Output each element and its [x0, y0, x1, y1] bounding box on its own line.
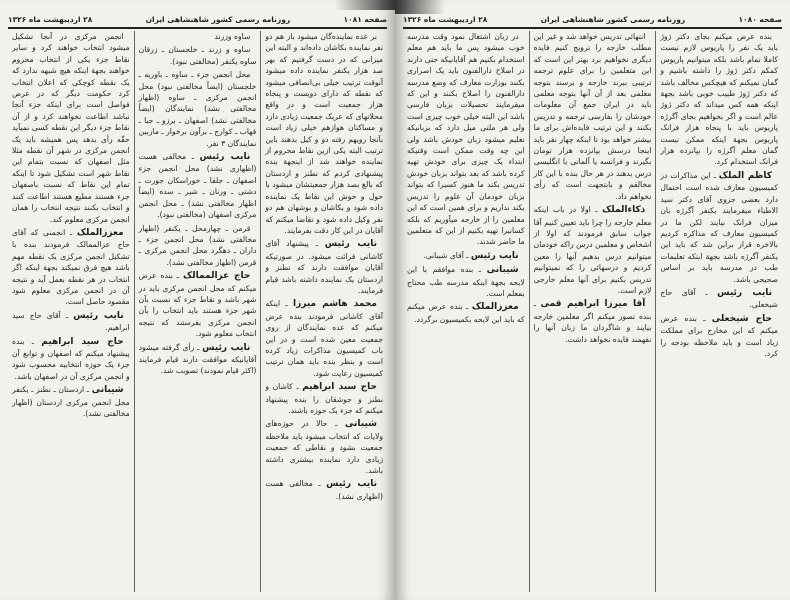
- paragraph: حاج شیخعلی ـ بنده عرض میکنم که این مخارج برای مملکت زیاد است و باید ملاحظه بودجه را کرد.: [660, 313, 778, 358]
- paragraph: معززالملک ـ بنده عرض میکنم که باید این لایحه بکمیسیون برگردد.: [406, 302, 525, 324]
- page-number: صفحه ۱۰۸۱: [343, 15, 387, 24]
- paragraph: ذکاءالملک ـ اولا در باب اینکه معلم خارجه را چرا باید تعیین کنیم آقا جواب سابق فرمودند که اولا از اشخاص و معلمین درس راکه خودمان میتوانیم درس بدهیم آنها را معین کردیم و درسهائی را که نمیتوانیم تدریس بکنیم برای آنها معلم خارجی لازم است.: [533, 205, 652, 295]
- paragraph-text: بنده تصور میکنم اگر معلمین خارجه بیایند و شاگردان ما زبان آنها را نفهمند فایده نخواهد داشت.: [533, 311, 652, 344]
- text-column: [530, 31, 657, 592]
- page-number: صفحه ۱۰۸۰: [738, 15, 782, 24]
- paragraph: [407, 31, 525, 248]
- paragraph-text: رأی گرفته میشود آقایانیکه موافقت دارند قیام فرمایند (اکثر قیام نمودند) تصویب شد.: [138, 342, 257, 376]
- paragraph-text: اولا در باب اینکه معلم خارجه را چرا باید تعیین کنیم آقا جواب سابق فرمودند که اولا از اشخاص و معلمین درس راکه خودمان میتوانیم درس بدهیم آنها را معین کردیم و درسهائی را که نمیتوانیم تدریس بکنیم برای آنها معلم خارجی لازم است.: [533, 205, 652, 295]
- paragraph: [12, 31, 130, 225]
- page-header: [8, 14, 387, 25]
- paragraph: نایب رئیس ـ رأی گرفته میشود آقایانیکه موافقت دارند قیام فرمایند (اکثر قیام نمودند) تصویب شد.: [138, 342, 257, 376]
- text-columns: [8, 31, 387, 592]
- paragraph-text: انتهائی تدریس خواهد شد و غیر این مطلب خارجه را ترویج کنیم فایده دیگری نخواهیم برد بهتر این است که این متعلمین را برای علوم ترجمه ترتیبی ببرند خارجه و برسند بتوجه معلمی بعد از آن آنها بتوجه معلمی باید در ایران جمع آن معلومات خودشان را بفارسی ترجمه و تدریس بکنند و این ترتیب فایده‌اش برای ما بیشتر خواهد بود تا اینکه چهار نفر باید اینجا درسش بپانزده هزار تومان بگیرند و فرانسه یا آلمانی یا انگلیسی درس بدهند در هر حال بنده با این کار مخالفم و بابتجهت است که رأی نخواهم داد.: [533, 32, 652, 201]
- text-column: [261, 31, 387, 592]
- paragraph: نایب رئیس ـ پیشنهاد آقای کاشانی قرائت میشود. در صورتیکه آقایان موافقت دارند که نطنز و اردستان یک نماینده داشته باشد قیام فرمایند.: [265, 239, 383, 295]
- paragraph-text: اینکه آقای کاشانی فرمودند بنده عرض میکنم که عده نمایندگان از روی جمعیت معین شده است و در این باب کمیسیون مذاکرات زیاد کرده است و بنظر بنده باید همان ترتیب کمیسیون رعایت شود.: [265, 299, 383, 378]
- paragraph-text: بنده عرض میکنم که محل انجمن مرکزی باید در شهر باشد و نقاط جزء که نسبت بآن شهر جزء هستند باید انتخاب را بآن انجمن مرکزی بفرستند که نتیجه انتخاب معلوم شود.: [138, 271, 257, 339]
- speaker-name: آقا میرزا ابراهیم قمی: [540, 299, 646, 310]
- paragraph: حاج سید ابراهیم ـ کاشان و نطنز و جوشقان را بنده پیشنهاد میکنم که جزء یک حوزه باشند.: [265, 382, 383, 415]
- paragraph-text: بنده پیشنهاد میکنم که اصفهان و توابع آن جزء یک حوزه انتخابیه محسوب شود و انجمن مرکزی آن در اصفهان باشد.: [11, 336, 130, 381]
- paragraph-text: بنده عرض میکنم بجای دکتر ژوژ باید یک نفر را پاریوس لازم نیست کاملا تمام باشد بلکه میتوانیم پاریوس کمکم دکتر ژوژ را داشته باشیم و گمان نمیکنم که هیچکس مخالف باشد که دکتر ژوژ طبیب خوبی باشد بجهة اینکه همه کس میداند که دکتر ژوژ عالم است و اگر بخواهیم بجای آگرژه پاریوس باید با پنجاه هزار فرانک پاریوس بجهة اینکه ممکن نیست گمان معلم آگرژه را بپانزده هزار فرانک استخدام کرد.: [660, 32, 778, 167]
- paragraph-text: در زبان اشتغال نمود وقت مدرسه خوب میشود پس ما باید هم معلم استخدام بکنیم هم آقایانیکه حتی دارند در اصلاح دارالفنون باید یک اصراری بکنند بوزارت معارف که وضع مدرسه دارالفنون را اصلاح بکنند و این که میفرمایند تحصیلات بزبان فارسی باشد این البته خیلی خوب چیزی است ولی هر ملتی میل دارد که بزبانیکه تعلیم میشود زبان خودش باشد ولی این چه وقت ممکن است وقتیکه ابتداء یک چیزی برای خودش تهیه کرده باشد که بعد بتواند بزبان خودش تدریس بکند ما هنوز کسیرا که بتواند بزبان خودمان آن علوم را تدریس بکند نداریم و برای همین است که این معلمین را از خارجه میآوریم که بلکه کسانیرا تهیه بکنیم از این که متعلمین ما حاضر شدند.: [406, 32, 525, 247]
- text-columns: [403, 31, 782, 592]
- paragraph: شیبانی ـ بنده موافقم با این لایحه بجهة اینکه مدرسه طب محتاج بمعلم است.: [406, 265, 525, 298]
- paragraph: [139, 223, 257, 269]
- paragraph: [534, 31, 652, 202]
- newspaper-title: روزنامه رسمی کشور شاهنشاهی ایران: [540, 15, 686, 24]
- paragraph-text: آقای شیبانی.: [423, 250, 464, 260]
- paragraph: شیبانی ـ حالا در حوزه‌های ولایات که انتخاب میشود باید ملاحظه جمعیت بشود و نقاطی که جمعیت زیادی دارد نماینده بیشتری داشته باشد.: [265, 419, 383, 476]
- paragraph-text: قرمن ـ چهارمحل ـ یکنفر (اظهار مخالفتی نشد) محل انجمن جزء ـ داران ـ دهگرد محل انجمن مرکزی ـ قرمن (اظهار مخالفتی نشد).: [138, 223, 257, 267]
- paragraph: کاظم الملک ـ این مذاکرات در کمیسیون معارف شده است احتمال دارد بعضی جزوی آقای دکتر سید الاطباء میفرمایند یکنفر آگرژه بان میزان فرانک نیایند لکن ما در کمیسیون معارف که مذاکره کردیم بالاخره قرار براین شد که باید این یکنفر آگرژه باشد بجهة اینکه تعلیمات طب در مدرسه باید بر اساس صحیحی باشد.: [660, 170, 778, 284]
- paragraph-text: بنده موافقم با این لایحه بجهة اینکه مدرسه طب محتاج بمعلم است.: [406, 265, 525, 298]
- speaker-name: نایب رئیس: [717, 287, 772, 298]
- paragraph-text: کاشان و نطنز و جوشقان را بنده پیشنهاد میکنم که جزء یک حوزه باشند.: [265, 382, 383, 415]
- paragraph: نایب رئیس ـ مخالفی هست (اظهاری نشد) محل انجمن جزء اصفهان ـ جلفا ـ خوراسکان جورت ـ دشتی ـ ورنان ـ شیر ـ سده (ایضاً اظهار مخالفتی نشد) ـ محل انجمن مرکزی اصفهان (مخالفتی نبود).: [138, 152, 257, 220]
- paragraph: نایب رئیس ـ مخالفی هست (اظهاری نشد).: [265, 479, 383, 501]
- speaker-name: شیبانی: [344, 419, 377, 430]
- paragraph-text: مخالفی هست (اظهاری نشد) محل انجمن جزء اصفهان ـ جلفا ـ خوراسکان جورت ـ دشتی ـ ورنان ـ شیر ـ سده (ایضاً اظهار مخالفتی نشد) ـ محل انجمن مرکزی اصفهان (مخالفتی نبود).: [138, 152, 257, 220]
- speaker-name: نایب رئیس: [324, 239, 377, 250]
- paragraph: حاج عزالممالک ـ بنده عرض میکنم که محل انجمن مرکزی باید در شهر باشد و نقاط جزء که نسبت بآن شهر جزء هستند باید انتخاب را بآن انجمن مرکزی بفرستند که نتیجه انتخاب معلوم شود.: [138, 271, 257, 339]
- paragraph-text: مخالفی هست (اظهاری نشد).: [265, 479, 383, 501]
- paragraph: آقا میرزا ابراهیم قمی ـ بنده تصور میکنم اگر معلمین خارجه بیایند و شاگردان ما زبان آنها را نفهمند فایده نخواهد داشت.: [533, 299, 652, 344]
- right-page: [395, 0, 790, 600]
- paragraph: معززالملک ـ انجمنی که آقای حاج عزالممالک فرمودند بنده با تشکیل انجمن مرکزی یک نقطه مهم باشد هیچ فرق نمیکند بجهة اینکه اگر انتخاب در هر نقطه بعمل آید و نتیجه آن در انجمن مرکزی معلوم شود مقصود حاصل است.: [11, 227, 130, 307]
- page-header: [403, 14, 782, 25]
- paragraph-text: پیشنهاد آقای کاشانی قرائت میشود. در صورتیکه آقایان موافقت دارند که نطنز و اردستان یک نماینده داشته باشد قیام فرمایند.: [265, 239, 383, 295]
- speaker-name: حاج سید ابراهیم: [302, 382, 377, 393]
- paragraph-text: محل انجمن جزء ـ ساوه ـ باوریه ـ خلجستان (ایضاً مخالفتی نبود) محل انجمن مرکزی ـ ساوه (اظهار مخالفتی نشد) نمایندگان (ایضاً مخالفتی نشد) اصفهان ـ برزو ـ جبا ـ قهاب ـ کوارج ـ برآون برخوار ـ ماربین نمایندگان ۳ نفر.: [138, 70, 257, 148]
- text-column: [135, 31, 262, 592]
- speaker-name: شیبانی: [91, 385, 124, 396]
- paragraph-text: حالا در حوزه‌های ولایات که انتخاب میشود باید ملاحظه جمعیت بشود و نقاطی که جمعیت زیادی دارد نماینده بیشتری داشته باشد.: [265, 419, 383, 476]
- paragraph-text: بنده عرض میکنم که باید این لایحه بکمیسیون برگردد.: [406, 302, 525, 324]
- speaker-name: نایب رئیس: [73, 310, 124, 321]
- speaker-name: نایب رئیس: [199, 152, 251, 163]
- newspaper-title: روزنامه رسمی کشور شاهنشاهی ایران: [145, 15, 291, 24]
- speaker-name: حاج عزالممالک: [183, 271, 251, 282]
- paragraph-text: این مذاکرات در کمیسیون معارف شده است احتمال دارد بعضی جزوی آقای دکتر سید الاطباء میفرمایند یکنفر آگرژه بان میزان فرانک نیایند لکن ما در کمیسیون معارف که مذاکره کردیم بالاخره قرار براین شد که باید این یکنفر آگرژه باشد بجهة اینکه تعلیمات طب در مدرسه باید بر اساس صحیحی باشد.: [660, 170, 778, 284]
- speaker-name: شیبانی: [486, 265, 519, 276]
- header-rule: [8, 27, 387, 29]
- paragraph: [139, 69, 257, 149]
- text-column: [403, 31, 530, 592]
- header-rule: [403, 27, 782, 29]
- paragraph-text: بنده عرض میکنم که این مخارج برای مملکت زیاد است و باید ملاحظه بودجه را کرد.: [660, 313, 778, 358]
- paragraph-text: آقای حاج شیخعلی.: [660, 287, 778, 310]
- text-column: [656, 31, 782, 592]
- speaker-name: محمد هاشم میرزا: [292, 299, 377, 310]
- paragraph: [265, 31, 383, 236]
- paragraph: نایب رئیس ـ آقای حاج شیخعلی.: [660, 287, 778, 310]
- paragraph-text: اردستان ـ نطنز ـ یکنفر محل انجمن مرکزی اردستان (اظهار مخالفتی نشد).: [11, 385, 130, 418]
- paragraph-text: انجمن مرکزی در آنجا تشکیل میشود انتخاب خواهند کرد و سایر نقاط جزء یکی از انتخاب محروم خواهند بجهة اینکه هیچ شبهه ندارد که یک نقطه کوچکی که اعلان انتخاب کرد حکومت دیگر که در عرض فواصل است برای اینکه جزء آنجا نباشد اطاعت نخواهند کرد و از آن نقاط جزء دیگر این نقطه کسی نمیآید حقّه رأی بدهد پس همیشه باید یک انجمن مرکزی در شهر آن نقطه مثلا مثل اصفهان که نسبت بتمام این نقاط شهر است تشکیل شود تا اینکه تمام این نقاط که نسبت باصفهان جزء هستند مطیع هستند اطاعت کنند و انتخاب بکنند نتیجه انتخاب را همان انجمن مرکزی معلوم کند.: [11, 32, 130, 224]
- paragraph-text: انجمنی که آقای حاج عزالممالک فرمودند بنده با تشکیل انجمن مرکزی یک نقطه مهم باشد هیچ فرق نمیکند بجهة اینکه اگر انتخاب در هر نقطه بعمل آید و نتیجه آن در انجمن مرکزی معلوم شود مقصود حاصل است.: [11, 227, 130, 307]
- paragraph: نایب رئیس ـ آقای شیبانی.: [423, 250, 519, 261]
- speaker-name: کاظم الملک: [718, 170, 772, 181]
- speaker-name: نایب رئیس: [470, 250, 519, 261]
- speaker-name: حاج سید ابراهیم: [41, 336, 124, 347]
- speaker-name: ذکاءالملک: [602, 205, 646, 216]
- speaker-name: نایب رئیس: [202, 342, 251, 353]
- paragraph: [660, 31, 778, 168]
- paragraph-text: ساوه و زرند ـ خلجستان ـ زرقان ساوه یکنفر (مخالفتی نبود).: [138, 45, 257, 66]
- paragraph-text: بر عده نماینده‌گان میشود باز هم دو نفر نماینده بکاشان داده‌اند و البته این میزانی که در دست گرفتیم که بهر صد هزار یکنفر نماینده داده میشود آنوقت ترتیب خیلی بی‌انصافی میشود که نقطه که دارای دویست و پنجاه هزار جمعیت است و در واقع محلاتهای که عربک جمعیت زیادی دارد و مساکنان هوازهم خیلی زیاد است بآنجا رویهم رفته دو و کیل بدهند باین ترتیب البته یکی ازین نقاط محروم از نماینده خواهند شد از اینجهة بنده پیشنهادی کردم که نطنز و اردستان که بالغ بصد هزار جمعیتشان میشود با حول و حوش این نقاط یک نماینده داده شود و بکاشان و بوشهان هم دو نفر وکیل داده شود و تقاضا میکنم که آقایان در این کار دقت بفرمایند.: [265, 32, 383, 235]
- paragraph: حاج سید ابراهیم ـ بنده پیشنهاد میکنم که اصفهان و توابع آن جزء یک حوزه انتخابیه محسوب شود و انجمن مرکزی آن در اصفهان باشد.: [11, 336, 130, 381]
- paragraph: نایب رئیس ـ آقای حاج سید ابراهیم.: [11, 310, 130, 333]
- issue-date: ۲۸ اردیبهشت ماه ۱۳۲۶: [8, 15, 93, 24]
- speaker-name: معززالملک: [76, 227, 124, 238]
- paragraph-text: ساوه وزرند: [214, 32, 251, 41]
- speaker-name: معززالملک: [471, 302, 519, 313]
- paragraph: [139, 31, 257, 42]
- paragraph: [139, 44, 257, 67]
- paragraph: شیبانی ـ اردستان ـ نطنز ـ یکنفر محل انجمن مرکزی اردستان (اظهار مخالفتی نشد).: [11, 385, 130, 418]
- speaker-name: نایب رئیس: [326, 479, 377, 490]
- text-column: [8, 31, 135, 592]
- speaker-name: حاج شیخعلی: [711, 313, 772, 324]
- paragraph-text: آقای حاج سید ابراهیم.: [11, 310, 130, 333]
- paragraph: محمد هاشم میرزا ـ اینکه آقای کاشانی فرمودند بنده عرض میکنم که عده نمایندگان از روی جمعیت معین شده است و در این باب کمیسیون مذاکرات زیاد کرده است و بنظر بنده باید همان ترتیب کمیسیون رعایت شود.: [265, 299, 383, 378]
- issue-date: ۲۸ اردیبهشت ماه ۱۳۲۶: [403, 15, 488, 24]
